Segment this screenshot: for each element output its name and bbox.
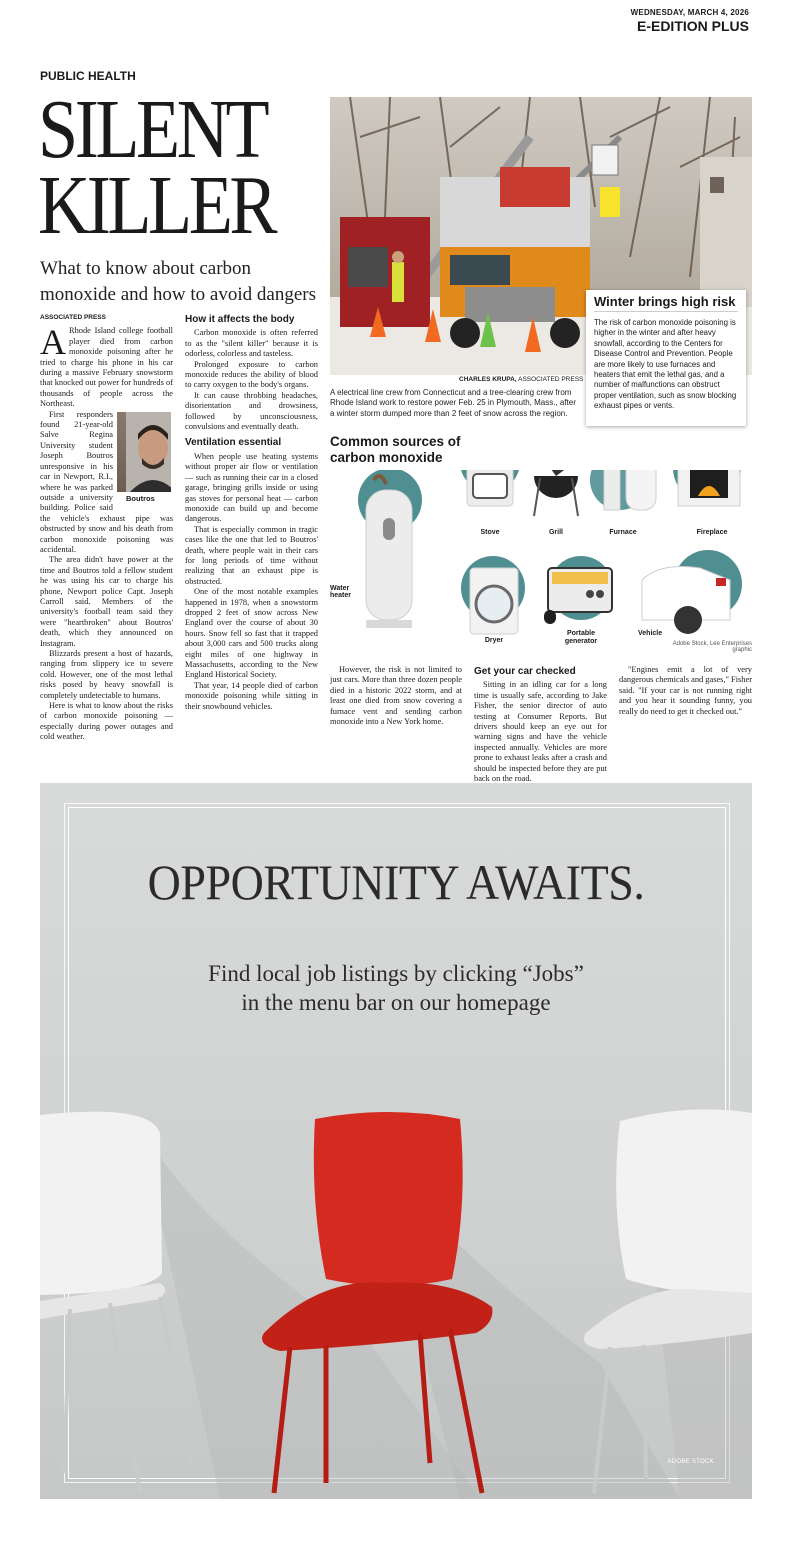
photo-credit — [459, 376, 583, 383]
label-water-heater-line-2: heater — [330, 592, 352, 599]
paragraph-4: Blizzards present a host of hazards, ranging from slippery ice to severe cold. However, one of the most lethal risks posed by heavy snowfall is completely undetectable to humans. — [40, 649, 173, 700]
label-fireplace: Fireplace — [696, 529, 728, 536]
paragraph-5: Here is what to know about the risks of carbon monoxide poisoning — especially during power outages and cold weather. — [40, 701, 173, 742]
paragraph-14: Sitting in an idling car for a long time is usually safe, according to Jake Fisher, the senior director of auto testing at Consumer Reports. But drivers should keep an eye out for warning signs and have the vehicle inspected annually. Vehicles are more prone to exhaust leaks after a crash and should be inspected before they are put back on the road. — [474, 680, 607, 784]
label-generator — [556, 630, 606, 646]
subhead-ventilation: Ventilation essential — [185, 437, 282, 449]
generator-icon — [544, 556, 613, 624]
ad-subtitle — [40, 959, 752, 1017]
photo-credit-org: ASSOCIATED PRESS — [518, 376, 584, 383]
label-stove: Stove — [480, 529, 500, 536]
mugshot — [117, 412, 173, 504]
mugshot-caption: Boutros — [126, 493, 155, 503]
headline-line-1: SILENT — [38, 83, 267, 176]
article-column-5 — [619, 665, 752, 717]
ad-subtitle-line-1: Find local job listings by clicking “Jobs” — [208, 961, 584, 986]
article-column-1 — [40, 313, 173, 743]
job-listings-ad[interactable] — [40, 783, 752, 1499]
paragraph-1: Rhode Island college football player died from carbon monoxide poisoning after he tried to charge his phone in his car during a massive February snowstorm that knocked out power for hundreds of thousands of people across the Northeast. — [40, 326, 173, 409]
water-heater-icon — [358, 470, 422, 628]
stove-icon — [460, 470, 520, 506]
issue-date: WEDNESDAY, MARCH 4, 2026 — [630, 8, 749, 17]
mugshot-photo — [117, 412, 171, 492]
article-column-2 — [185, 313, 318, 712]
paragraph-11: One of the most notable examples happened in 1978, when a snowstorm dropped 2 feet of snow across New England over the course of about 30 hours. Snow fell so fast that it trapped about 3,000 cars and 500 trucks along eight miles of one highway in Massachusetts, according to the New England Historical Society. — [185, 587, 318, 680]
dateline — [631, 8, 749, 34]
paragraph-8: It can cause throbbing headaches, disorientation and drowsiness, followed by unconsciousness, convulsions and eventually death. — [185, 390, 318, 432]
article-column-4 — [474, 665, 607, 784]
graphic-title-line-1: Common sources of — [330, 434, 461, 449]
edition-label: E-EDITION PLUS — [636, 18, 749, 34]
headline — [38, 83, 287, 252]
paragraph-9: When people use heating systems without proper air flow or ventilation — such as running their car in a closed garage, bringing grills inside or using gas stoves for personal heat — carbon monoxide can build up and become dangerous. — [185, 451, 318, 524]
paragraph-2: First responders found 21-year-old Salve Regina University student Joseph Boutros unresponsive in his car in Newport, R.I., where he was parked outside a university building. Police said the vehicle's exhaust pipe was obstructed by snow and his death from carbon monoxide poisoning was accidental. — [40, 409, 173, 554]
dryer-icon — [461, 556, 525, 634]
subhead-body: How it affects the body — [185, 314, 295, 325]
label-dryer: Dryer — [484, 637, 504, 644]
photo-credit-name: CHARLES KRUPA, — [459, 376, 517, 383]
subhead-car: Get your car checked — [474, 666, 576, 677]
label-water-heater — [330, 585, 358, 599]
label-vehicle: Vehicle — [638, 630, 663, 637]
paragraph-13: However, the risk is not limited to just cars. More than three dozen people died in a historic 2022 storm, and at least one died from snow covering a furnace vent and sending carbon monoxide into a New York home. — [330, 665, 462, 727]
drop-cap: A — [40, 322, 66, 363]
label-furnace: Furnace — [609, 529, 637, 536]
paragraph-15: "Engines emit a lot of very dangerous chemicals and gases," Fisher said. "If your car is not running right and you hear it sounding funny, you really do need to get it checked out." — [619, 665, 752, 716]
furnace-icon — [590, 470, 656, 510]
dek: What to know about carbon monoxide and how to avoid dangers — [40, 258, 316, 305]
graphic-title — [330, 434, 752, 466]
paragraph-7: Prolonged exposure to carbon monoxide reduces the ability of blood to carry oxygen to the body's organs. — [185, 359, 318, 390]
paragraph-12a: That year, 14 people died of carbon monoxide poisoning while sitting in their snowbound vehicles. — [185, 680, 318, 711]
fireplace-icon — [673, 470, 741, 506]
photo-caption: A electrical line crew from Connecticut and a tree-clearing crew from Rhode Island work to restore power Feb. 25 in Plymouth, Mass., after a winter storm dumped more than 2 feet of snow across the region. — [330, 388, 576, 418]
chairs-illustration — [40, 1083, 752, 1499]
ad-photo-credit: ADOBE STOCK — [667, 1459, 714, 1465]
grill-icon — [534, 470, 578, 516]
label-generator-line-1: Portable — [566, 630, 595, 637]
paragraph-3: The area didn't have power at the time and Boutros told a fellow student he was using his car to charge his phone, Newport police Capt. Joseph Carroll said. Members of the university's football team said they were "heartbroken" about Boutros' death, which they announced on Instagram. — [40, 555, 173, 648]
label-generator-line-2: generator — [564, 638, 598, 645]
paragraph-10: That is especially common in tragic cases like the one that led to Boutros' death, where people wait in their cars for long periods of time without realizing that an exhaust pipe is obstructed. — [185, 524, 318, 586]
byline: ASSOCIATED PRESS — [40, 314, 106, 321]
section-kicker: PUBLIC HEALTH — [40, 69, 136, 83]
appliance-icons — [330, 470, 752, 650]
sidebar-text: The risk of carbon monoxide poisoning is higher in the winter and after heavy snowfall, according to the Centers for Disease Control and Prevention. People are more likely to use furnaces and heaters that emit the lethal gas, and a number of malfunctions can obstruct proper ventilation, such as snow blocking exhaust pipes or vents. — [594, 318, 737, 411]
article-column-3 — [330, 665, 462, 727]
label-grill: Grill — [548, 529, 563, 536]
sidebar-box — [586, 290, 746, 426]
headline-line-2: KILLER — [38, 159, 275, 252]
co-sources-graphic — [330, 434, 752, 653]
graphic-title-line-2: carbon monoxide — [330, 450, 443, 465]
label-water-heater-line-1: Water — [330, 585, 350, 592]
sidebar-title: Winter brings high risk — [594, 294, 738, 312]
graphic-credit: Adobe Stock, Lee Enterprises graphic — [672, 641, 752, 653]
vehicle-icon — [642, 550, 742, 634]
ad-title: OPPORTUNITY AWAITS. — [147, 854, 645, 910]
ad-subtitle-line-2: in the menu bar on our homepage — [241, 990, 551, 1015]
paragraph-6: Carbon monoxide is often referred to as the "silent killer" because it is odorless, colorless and tasteless. — [185, 328, 318, 359]
